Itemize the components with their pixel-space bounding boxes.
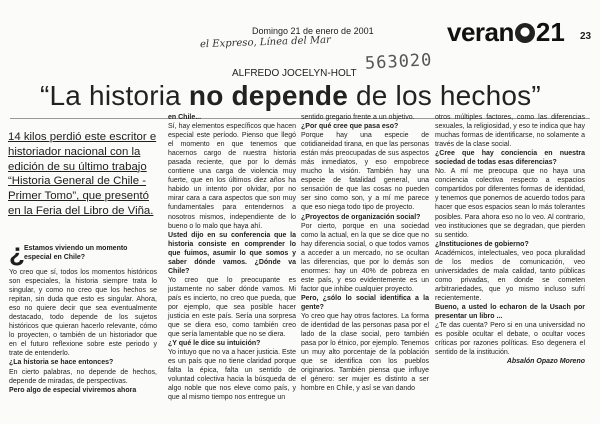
question-heading: en Chile... (168, 114, 202, 121)
paragraph: No. A mí me preocupa que no haya una conciencia colectiva respecto a espacios compartidos por diferentes formas de identidad, y tenemos que ponernos de acuerdo todos para hacer que esos espacios sean lo más tolerantes posibles. Para ahora eso no lo veo. Al contrario, veo instituciones que se degradan, que pierden su sentido. (435, 168, 585, 239)
paragraph: sentido gregario frente a un objetivo. (301, 114, 415, 121)
question-mark-icon: ¿ (9, 237, 25, 267)
paragraph: En cierto palabras, no depende de hechos, depende de miradas, de perspectivas. (9, 368, 157, 385)
paragraph: Porque hay una especie de cotidianeidad tirana, en que las personas están más preocupadas de sus aspectos más inmediatos, y eso empobrece mucho la visión. También hay una especie de fatalidad general, una sensación de que las cosas no pueden ser sino como son, y a mí me parece que eso niega todo tipo de proyecto. (301, 132, 429, 212)
question-heading: ¿Proyectos de organización social? (301, 213, 421, 221)
section-logo (447, 18, 565, 46)
question-heading: ¿Y qué le dice su intuición? (168, 340, 261, 348)
paragraph: ¿Te das cuenta? Pero si en una universidad no es posible ocultar el debate, o ocultar voces críticas por razones políticas. Eso degenera el sentido de la institución. (435, 322, 585, 357)
question-heading: Estamos viviendo un momento especial en Chile? (24, 245, 128, 261)
column-4 (435, 113, 585, 366)
question-heading: ¿Por qué cree que pasa eso? (301, 123, 399, 131)
logo-number: 21 (535, 16, 565, 47)
paragraph: Por cierto, porque en una sociedad como la actual, en la que se dice que no hay diferencia social, o que todos vamos a acceder a un mercado, no se ocultan las diferencias, que por lo demás son enormes: hay un 40% de pobreza en este país, y eso evidentemente es un factor que inhibe cualquier proyecto. (301, 222, 429, 293)
signature: Absalón Opazo Moreno (506, 358, 585, 366)
question-heading: Pero algo de especial viviremos ahora (9, 386, 137, 394)
question-heading: ¿La historia se hace entonces? (9, 359, 114, 367)
paragraph: Académicos, intelectuales, veo poca pluralidad de los medios de comunicación, veo universidades de mala calidad, tanto públicas como privadas, en donde se cometen arbitrariedades, que yo mismo incluso sufrí recientemente. (435, 249, 585, 302)
column-3 (301, 113, 429, 393)
question-heading: Usted dijo en su conferencia que la historia consiste en comprender lo que fuimos, asumir lo que somos y saber dónde vamos. ¿Dónde va Chile? (168, 231, 296, 275)
byline: ALFREDO JOCELYN-HOLT (232, 68, 357, 79)
column-1 (9, 268, 157, 395)
question-heading: Pero, ¿sólo lo social identifica a la gente? (301, 294, 429, 311)
handwritten-note: el Expreso, Línea del Mar (199, 34, 332, 51)
page-number: 23 (580, 31, 592, 42)
paragraph: Sí, hay elementos específicos que hacen especial este período. Pienso que llegó el momento en que tenemos que hacernos cargo de nuestra historia pasada reciente, que por lo demás contiene una carga de violencia muy fuerte, que en los últimos diez años ha habido un intento por olvidar, por no mirar cara a cara aspectos que son muy fundamentales para entendernos a nosotros mismos, independiente de lo bueno o lo malo que haya ahí. (168, 123, 296, 230)
column-2 (168, 113, 296, 403)
paragraph: Yo creo que hay otros factores. La forma de identidad de las personas pasa por el lado de la clase social, pero también pasa por lo étnico, por ejemplo. Tenemos un muy alto porcentaje de la población que se identifica con los pueblos originarios. También piensa que influye el género: ser mujer es distinto a ser hombre en Chile, y así se van dando (301, 313, 429, 393)
archive-stamp: 563020 (364, 50, 433, 74)
paragraph: Yo creo que sí, todos los momentos históricos son especiales, la historia siempre trata lo singular, y como no creo que los hechos se repitan, sin duda que esto es singular. Ahora, eso no quiere decir que sea eventualmente destacado, todo depende de los sujetos históricos que quieran hacerlo relevante, cómo lo proyecten, o también de un historiador que en el futuro reflexione sobre este periodo y trate de entenderlo. (9, 269, 157, 358)
intro-text: 14 kilos perdió este escritor e historiador nacional con la edición de su último trabajo “Historia General de Chile - Primer Tomo”, que presentó en la Feria del Libro de Viña. (8, 131, 157, 217)
logo-word: veran (447, 16, 514, 47)
paragraph: otros múltiples factores, como las diferencias sexuales, la religiosidad, y eso te indica que hay muchas formas de identificarse, no solamente a través de la clase social. (435, 114, 585, 149)
headline-close: de los hechos” (348, 80, 541, 111)
headline-bold: no depende (188, 80, 349, 111)
question-heading: Bueno, a usted lo echaron de la Usach por presentar un libro ... (435, 303, 585, 321)
headline-open: “La historia (40, 80, 189, 111)
question-heading: ¿Cree que hay conciencia en nuestra sociedad de todas esas diferencias? (435, 150, 585, 167)
paragraph: Yo intuyo que no va a hacer justicia. Este es un país que no tiene claridad porque falta la épica, falta un sentido de voluntad colectiva hacia la búsqueda de algo noble que nos eleve como país, y que al mismo tiempo nos entregue un (168, 349, 296, 402)
sun-icon (515, 23, 535, 43)
issue-date: Domingo 21 de enero de 2001 (252, 26, 374, 36)
headline (40, 80, 580, 112)
paragraph: Yo creo que lo preocupante es justamente no saber dónde vamos. Mi país es incierto, no creo que pueda, que por ejemplo, que sea posible hacer justicia en este país. Sería una sorpresa que se diera eso, como también creo que sería lamentable que no se diera. (168, 276, 296, 339)
question-heading: ¿Instituciones de gobierno? (435, 240, 529, 248)
